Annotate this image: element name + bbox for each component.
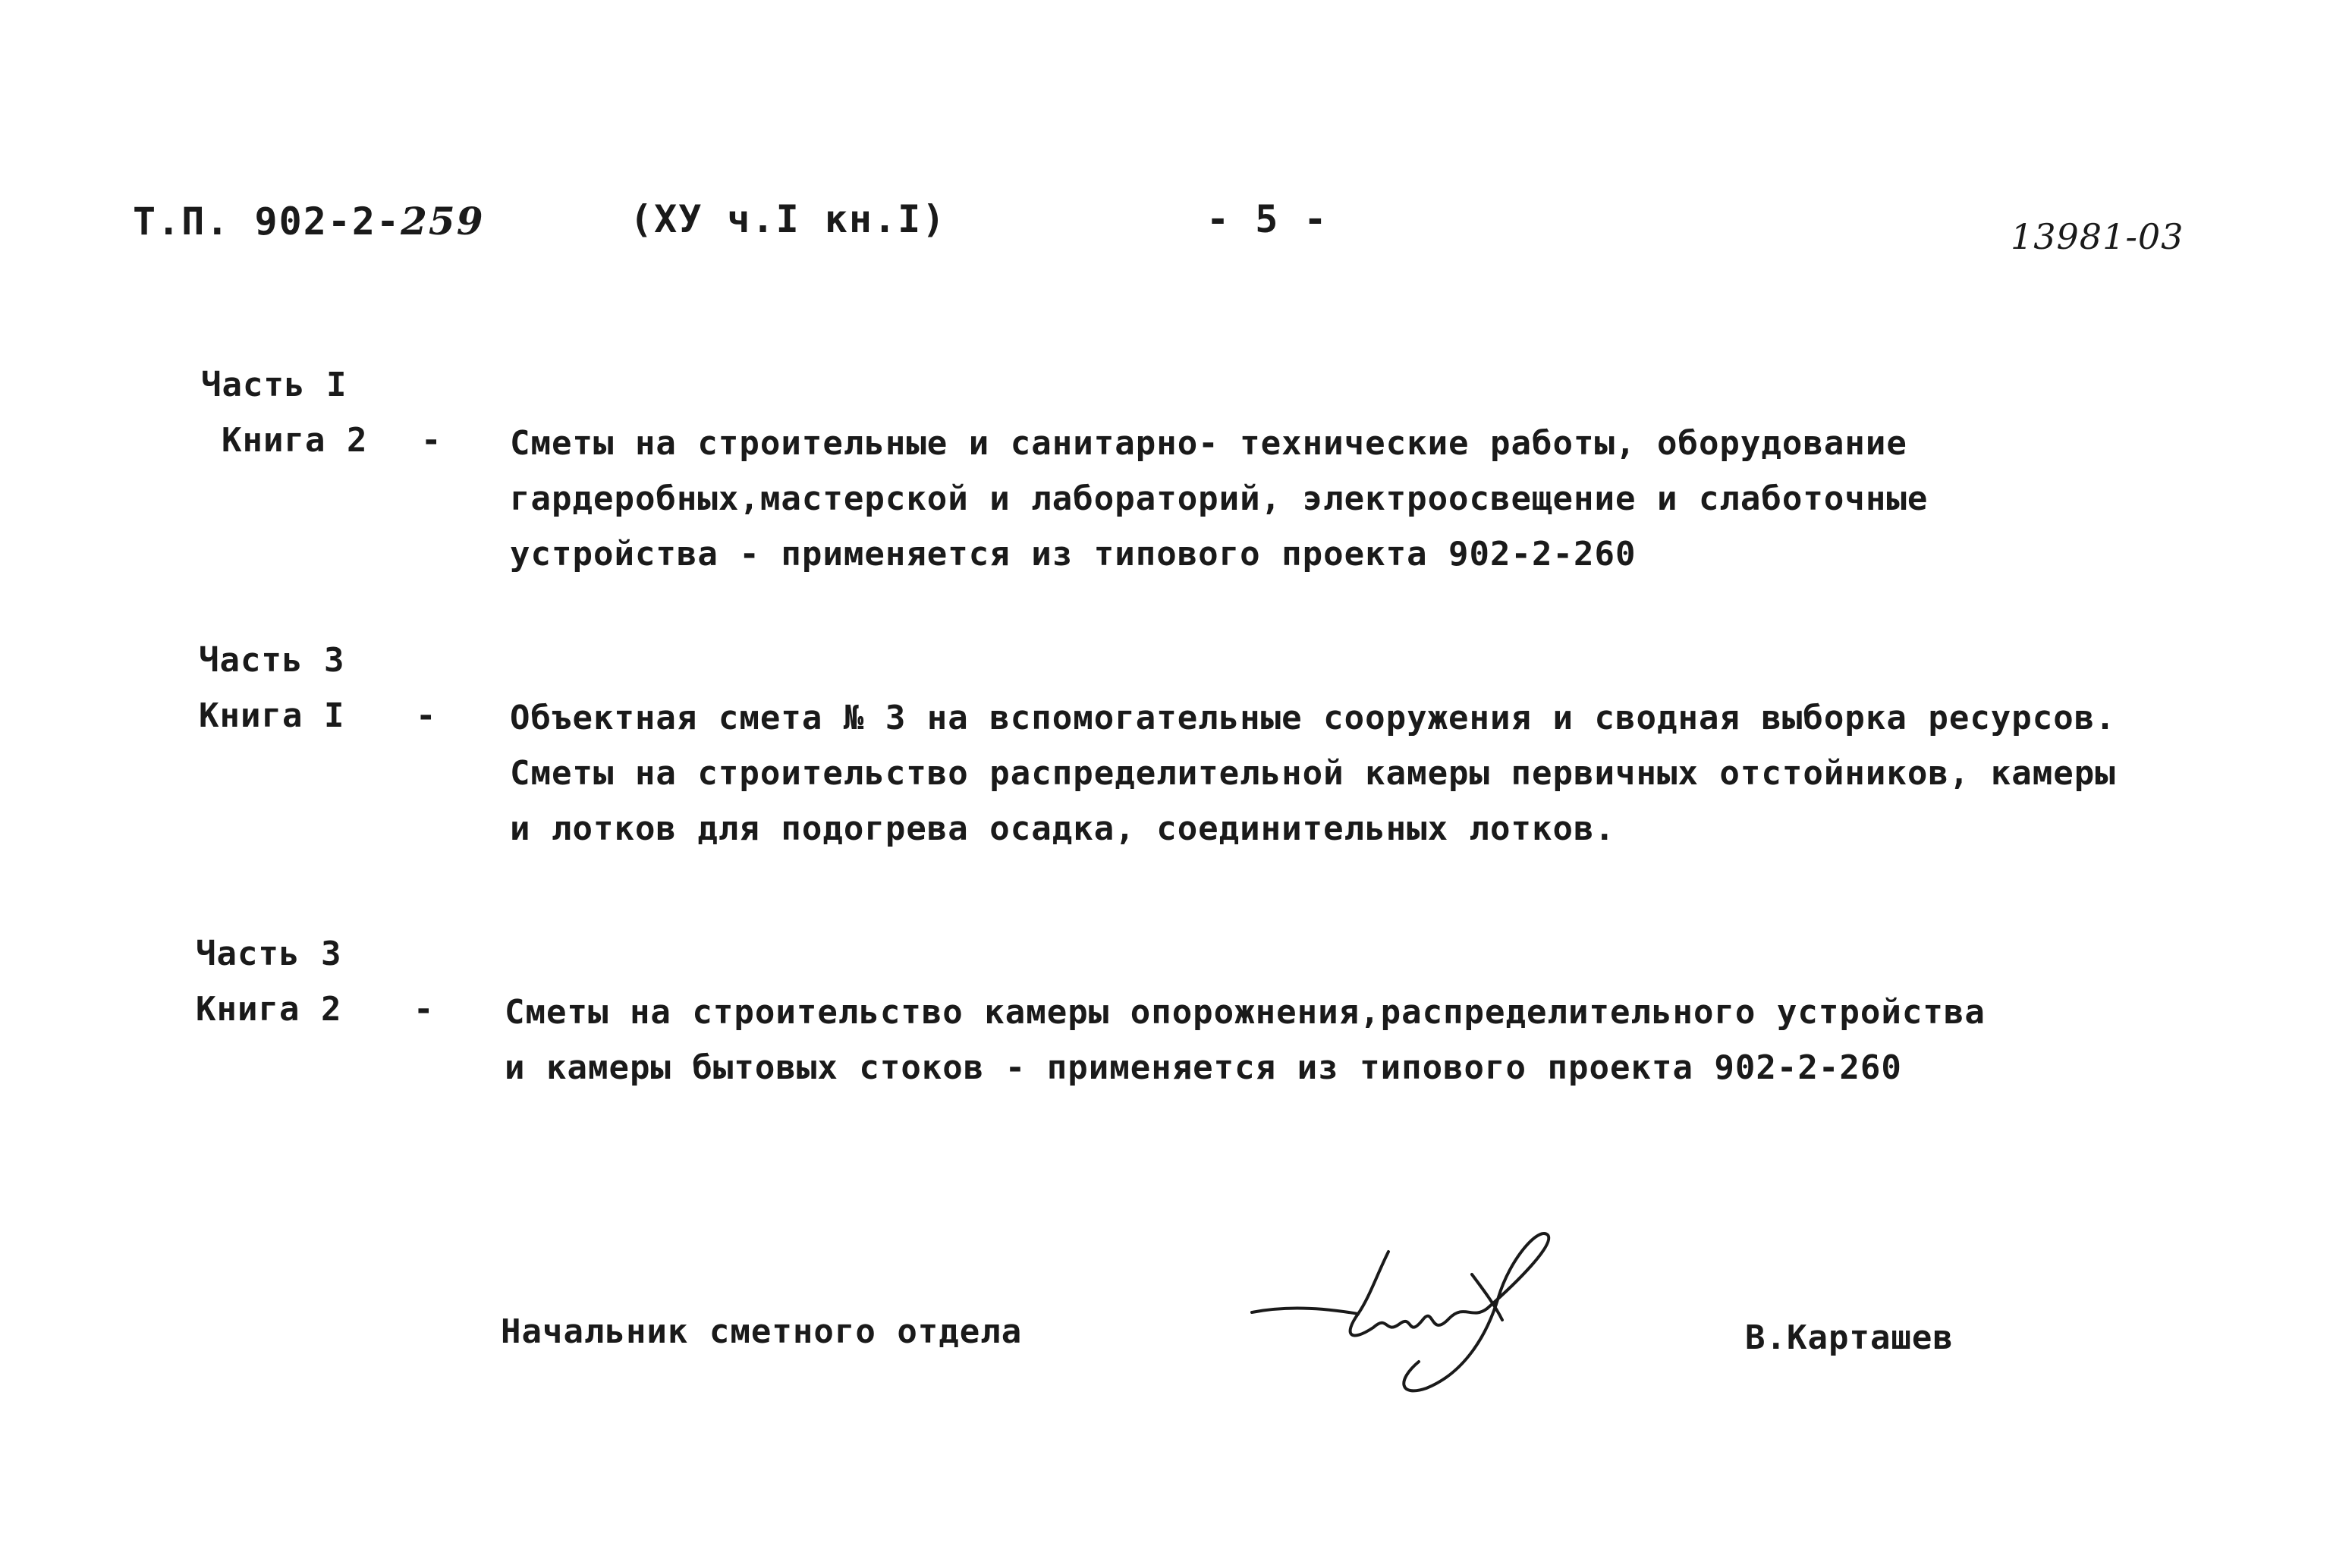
section-2-line-3: и лотков для подогрева осадка, соединительных лотков. (510, 809, 1615, 848)
signature (1244, 1229, 1593, 1403)
section-1-book: Книга 2 (222, 421, 368, 460)
section-1-line-3: устройства - применяется из типового проекта 902-2-260 (510, 535, 1637, 573)
section-3-line-1: Сметы на строительство камеры опорожнения,распределительного устройства (505, 993, 1986, 1032)
project-code-prefix: Т.П. 902-2- (133, 200, 401, 244)
section-2-text (510, 690, 2116, 856)
section-2-line-2: Сметы на строительство распределительной камеры первичных отстойников, камеры (510, 754, 2116, 793)
section-3-part: Часть 3 (196, 935, 342, 973)
document-number: 13981-03 (2011, 216, 2184, 257)
signatory-title: Начальник сметного отдела (501, 1312, 1023, 1351)
section-1-line-1: Сметы на строительные и санитарно- технические работы, оборудование (510, 424, 1907, 463)
section-3-line-2: и камеры бытовых стоков - применяется из типового проекта 902-2-260 (505, 1048, 1902, 1087)
project-code-handwritten: 259 (401, 199, 485, 244)
section-1-part: Часть I (201, 366, 347, 404)
section-3-book: Книга 2 (196, 990, 342, 1029)
section-1-line-2: гардеробных,мастерской и лабораторий, электроосвещение и слаботочные (510, 479, 1929, 518)
part-reference: (ХУ ч.I кн.I) (630, 197, 947, 241)
section-3-text (505, 985, 1986, 1095)
project-code (133, 199, 485, 244)
section-2-dash: - (416, 696, 436, 735)
signatory-name: В.Карташев (1745, 1318, 1954, 1357)
section-1-text (510, 416, 1928, 582)
page-number: - 5 - (1206, 197, 1329, 241)
section-1-dash: - (421, 421, 442, 460)
section-3-dash: - (413, 990, 434, 1029)
section-2-book: Книга I (199, 696, 345, 735)
section-2-line-1: Объектная смета № 3 на вспомогательные сооружения и сводная выборка ресурсов. (510, 699, 2116, 737)
section-2-part: Часть 3 (199, 641, 345, 680)
